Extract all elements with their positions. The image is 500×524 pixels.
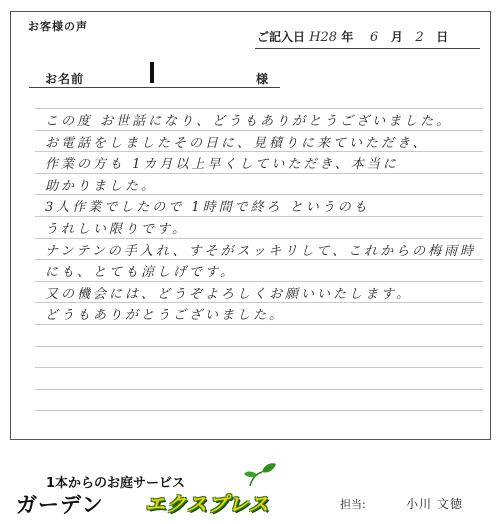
comment-line: うれしい限りです。 bbox=[45, 221, 188, 237]
comment-line: 作業の方も 1カ月以上早くしていただき、本当に bbox=[45, 157, 399, 173]
company-footer bbox=[0, 452, 500, 524]
form-title: お客様の声 bbox=[28, 20, 88, 33]
date-year-unit: 年 bbox=[341, 30, 354, 44]
name-underline bbox=[29, 87, 280, 88]
comment-line: この度 お世話になり、どうもありがとうございました。 bbox=[45, 114, 453, 129]
comment-line: ナンテンの手入れ、すそがスッキリして、これからの梅雨時 bbox=[45, 243, 477, 259]
tagline: 1本からのお庭サービス bbox=[46, 476, 186, 491]
comment-line: にも、とても涼しげです。 bbox=[45, 265, 236, 281]
comment-line: どうもありがとうございました。 bbox=[45, 308, 286, 324]
date-month: 6 bbox=[370, 30, 379, 45]
date-month-unit: 月 bbox=[390, 30, 403, 44]
date-year: H28 bbox=[309, 30, 338, 45]
leaf-sprout-icon bbox=[244, 462, 278, 488]
name-suffix: 様 bbox=[256, 72, 269, 86]
date-prefix: ご記入日 bbox=[257, 30, 306, 44]
testimonial-form bbox=[10, 11, 491, 440]
comment-line: お電話をしましたその日に、見積りに来ていただき、 bbox=[45, 135, 429, 151]
date-day: 2 bbox=[415, 30, 424, 45]
comment-line: 3人作業でしたので 1時間で終ろ というのも bbox=[45, 200, 370, 216]
date-underline bbox=[255, 48, 480, 49]
staff-label: 担当: bbox=[340, 498, 366, 511]
date-day-unit: 日 bbox=[436, 30, 449, 44]
comment-line: 助かりました。 bbox=[45, 178, 158, 194]
name-label: お名前 bbox=[45, 72, 85, 86]
redacted-name-mark bbox=[150, 62, 154, 83]
brand-name-garden: ガーデン bbox=[16, 493, 104, 517]
handwritten-comment bbox=[45, 112, 495, 328]
brand-name-express: エクスプレス bbox=[145, 492, 270, 516]
entry-date bbox=[257, 28, 448, 45]
comment-line: 又の機会には、どうぞよろしくお願いいたします。 bbox=[45, 286, 412, 302]
staff-name: 小川 文徳 bbox=[406, 497, 463, 511]
